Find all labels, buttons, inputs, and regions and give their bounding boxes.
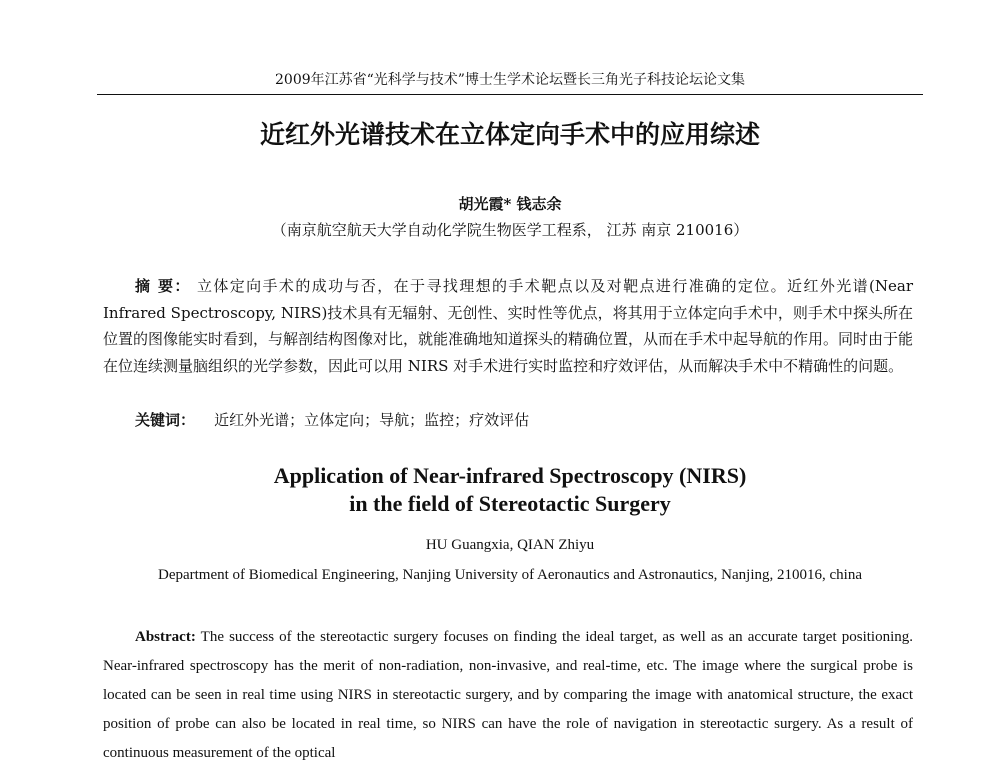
english-authors: HU Guangxia, QIAN Zhiyu <box>425 537 595 553</box>
chinese-abstract-paragraph <box>103 273 913 379</box>
chinese-keywords <box>135 409 915 431</box>
english-title-line-2: in the field of Stereotactic Surgery <box>349 491 671 516</box>
english-title-line-1: Application of Near-infrared Spectroscopy (NIRS) <box>273 463 747 488</box>
english-abstract-label: Abstract: <box>135 629 196 645</box>
english-affiliation: Department of Biomedical Engineering, Nanjing University of Aeronautics and Astronautics, Nanjing, 210016, china <box>157 567 862 583</box>
english-title <box>97 462 923 518</box>
chinese-abstract <box>103 273 913 379</box>
chinese-keywords-text: 近红外光谱；立体定向；导航；监控；疗效评估 <box>214 411 530 429</box>
chinese-authors: 胡光霞* 钱志余 <box>458 195 562 213</box>
chinese-keywords-label: 关键词： <box>135 411 196 429</box>
english-abstract <box>103 623 913 768</box>
english-abstract-text: The success of the stereotactic surgery focuses on finding the ideal target, as well as an accurate target positioning. Near-infrared spectroscopy has the merit of non-radiation, non-invasive, and real-time, etc. The image where the surgical probe is located can be seen in real time using NIRS in stereotactic surgery, and by comparing the image with anatomical structure, the exact position of probe can also be located in real time, so NIRS can have the role of navigation in stereotactic surgery. As a result of continuous measurement of the optical <box>103 629 913 761</box>
chinese-abstract-text: 立体定向手术的成功与否，在于寻找理想的手术靶点以及对靶点进行准确的定位。近红外光谱(Near Infrared Spectroscopy, NIRS)技术具有无辐射、无创性、实时性等优点，将其用于立体定向手术中，则手术中探头所在位置的图像能实时看到，与解剖结构图像对比，就能准确地知道探头的精确位置，从而在手术中起导航的作用。同时由于能在位连续测量脑组织的光学参数，因此可以用 NIRS 对手术进行实时监控和疗效评估，从而解决手术中不精确性的问题。 <box>103 277 914 375</box>
chinese-abstract-label: 摘 要： <box>135 277 191 295</box>
chinese-title: 近红外光谱技术在立体定向手术中的应用综述 <box>259 120 760 149</box>
running-header: 2009年江苏省“光科学与技术”博士生学术论坛暨长三角光子科技论坛论文集 <box>275 72 745 88</box>
chinese-affiliation: （南京航空航天大学自动化学院生物医学工程系， 江苏 南京 210016） <box>271 221 749 239</box>
header-rule <box>97 94 923 95</box>
